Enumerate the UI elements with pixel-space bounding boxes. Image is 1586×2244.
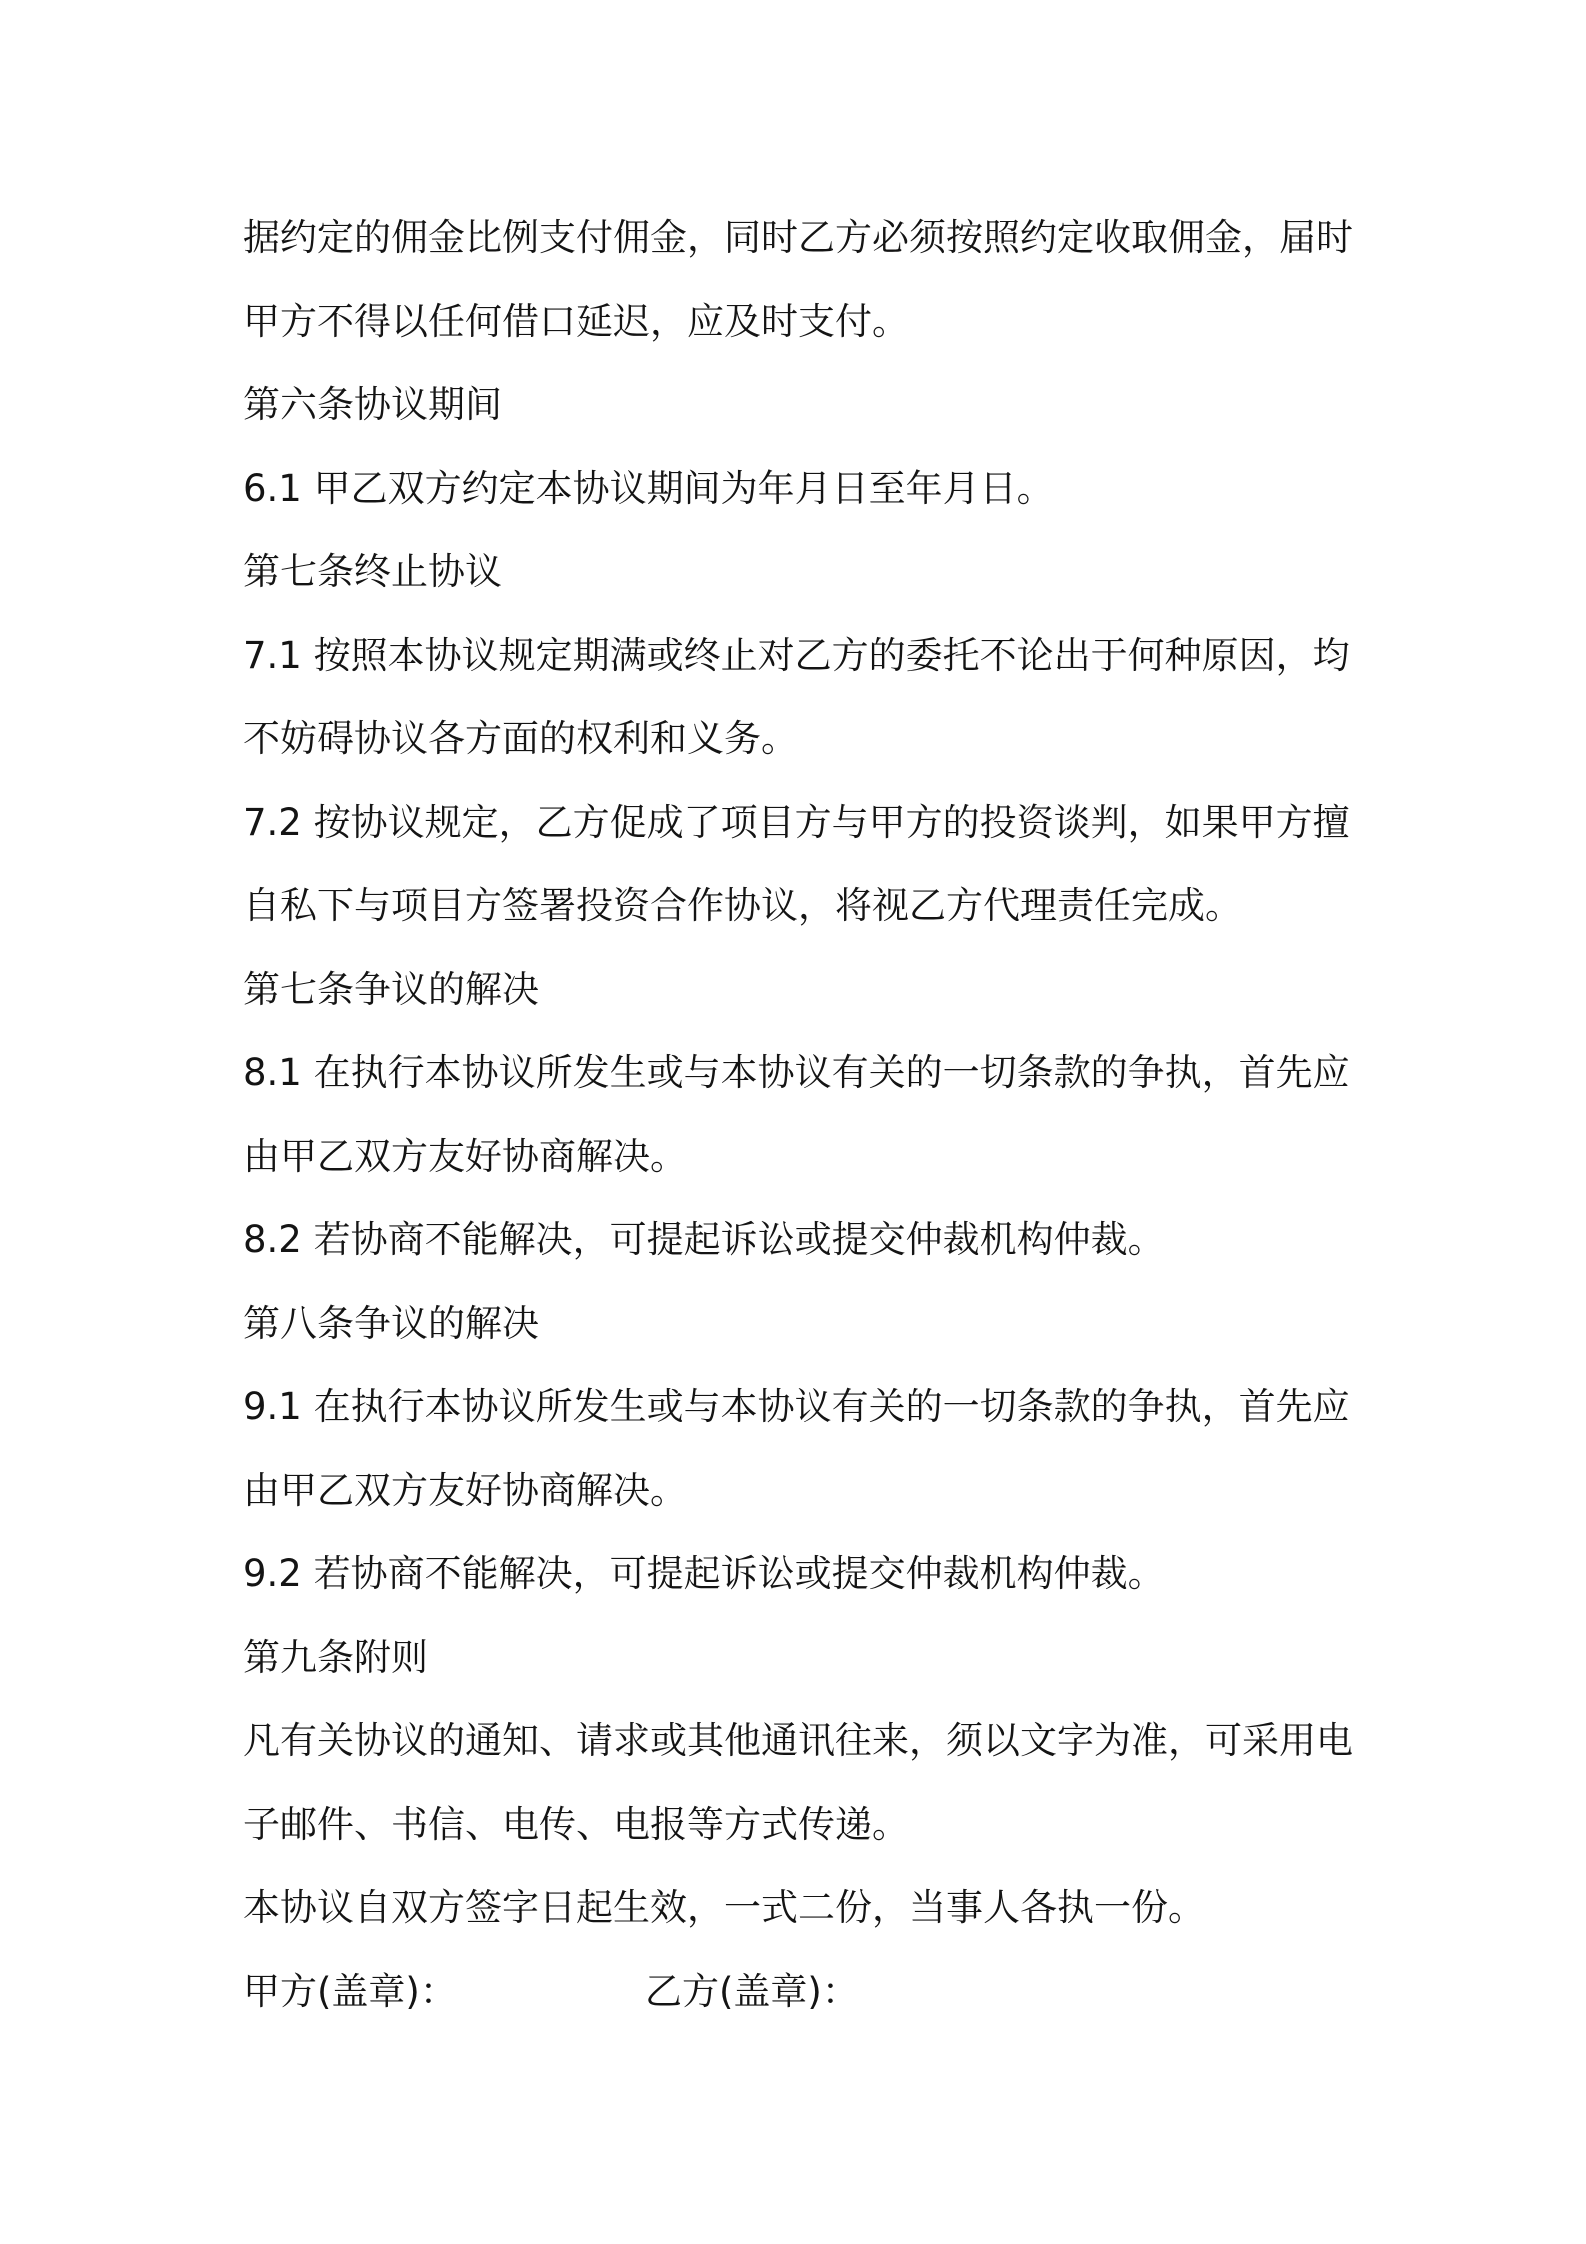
text-line: 8.2 若协商不能解决，可提起诉讼或提交仲裁机构仲裁。 — [243, 1218, 1165, 1261]
section-heading: 第六条协议期间 — [243, 383, 502, 426]
text-line: 7.2 按协议规定，乙方促成了项目方与甲方的投资谈判，如果甲方擅 — [243, 800, 1350, 844]
text-line: 由甲乙双方友好协商解决。 — [243, 1468, 687, 1512]
section-heading: 第七条终止协议 — [243, 550, 502, 593]
text-line: 6.1 甲乙双方约定本协议期间为年月日至年月日。 — [243, 466, 1054, 510]
party-b-signature-label: 乙方(盖章)： — [645, 1969, 859, 2013]
text-line: 不妨碍协议各方面的权利和义务。 — [243, 717, 798, 760]
text-line: 7.1 按照本协议规定期满或终止对乙方的委托不论出于何种原因，均 — [243, 633, 1350, 677]
text-line: 子邮件、书信、电传、电报等方式传递。 — [243, 1802, 909, 1846]
party-a-signature-label: 甲方(盖章)： — [243, 1969, 457, 2013]
text-line: 据约定的佣金比例支付佣金，同时乙方必须按照约定收取佣金，届时 — [243, 216, 1353, 259]
document-body — [243, 196, 1363, 2033]
section-heading: 第七条争议的解决 — [243, 967, 539, 1011]
text-line: 凡有关协议的通知、请求或其他通讯往来，须以文字为准，可采用电 — [243, 1719, 1353, 1762]
text-line: 甲方不得以任何借口延迟，应及时支付。 — [243, 299, 909, 343]
text-line: 由甲乙双方友好协商解决。 — [243, 1134, 687, 1178]
signature-row — [243, 1950, 1363, 2034]
text-line: 本协议自双方签字日起生效，一式二份，当事人各执一份。 — [243, 1886, 1205, 1929]
text-line: 9.1 在执行本协议所发生或与本协议有关的一切条款的争执，首先应 — [243, 1385, 1350, 1428]
text-line: 自私下与项目方签署投资合作协议，将视乙方代理责任完成。 — [243, 884, 1242, 927]
text-line: 9.2 若协商不能解决，可提起诉讼或提交仲裁机构仲裁。 — [243, 1552, 1165, 1595]
text-line: 8.1 在执行本协议所发生或与本协议有关的一切条款的争执，首先应 — [243, 1051, 1350, 1094]
section-heading: 第九条附则 — [243, 1635, 428, 1679]
section-heading: 第八条争议的解决 — [243, 1301, 539, 1345]
